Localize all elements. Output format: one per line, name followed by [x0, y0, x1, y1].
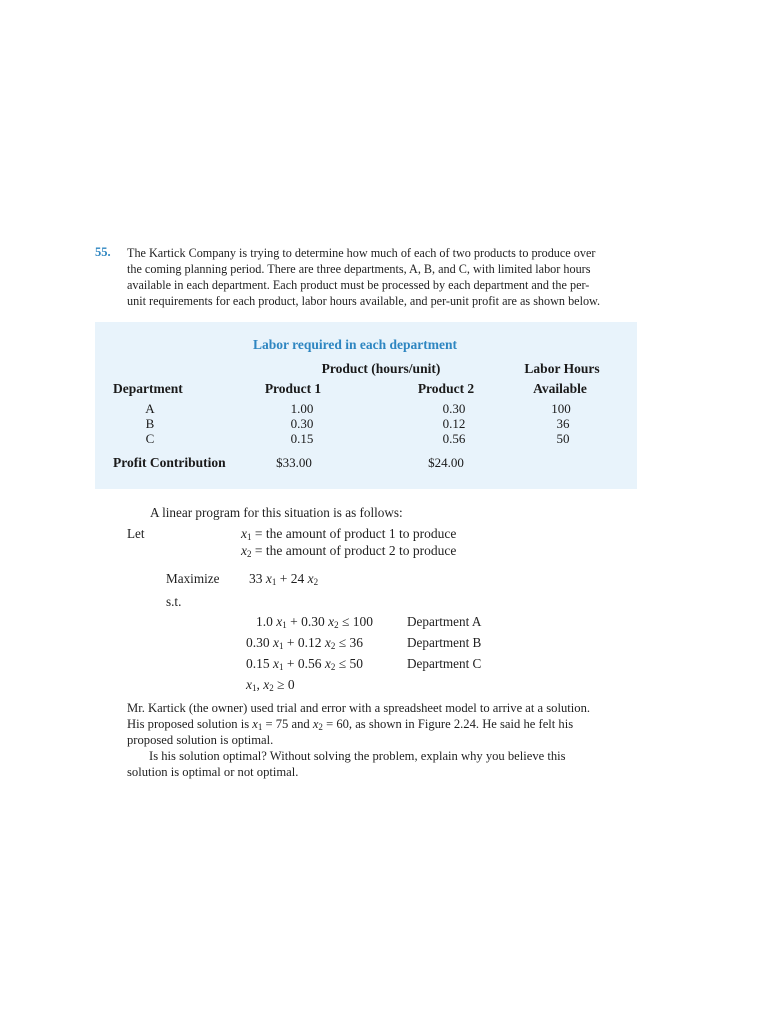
closing-line: Mr. Kartick (the owner) used trial and error with a spreadsheet model to arrive at a solution.: [127, 701, 591, 715]
objective-function: 33 $x_1 + 24$ $x_2$: [249, 571, 319, 587]
solution-text: = 60, as shown in Figure 2.24. He said he felt his: [322, 717, 574, 731]
table-cell-p1: 0.30: [290, 416, 314, 431]
constraint-coef: + 0.56: [283, 656, 322, 671]
intro-line: available in each department. Each product must be processed by each department and the per-: [127, 278, 590, 292]
intro-line: unit requirements for each product, labor hours available, and per-unit profit are as shown below.: [127, 294, 601, 308]
constraint-c: 0.15 $x_1 + 0.56$ $x_2 \le 50$: [246, 656, 364, 672]
solution-text: His proposed solution is: [127, 717, 253, 731]
intro-line: The Kartick Company is trying to determine how much of each of two products to produce over: [127, 246, 596, 260]
maximize-label: Maximize: [166, 571, 220, 586]
constraint-rhs: ≤ 36: [335, 635, 364, 650]
nonnegativity-constraint: $x_1$, $x_2 \ge 0$: [246, 677, 295, 693]
product2-header: Product 2: [417, 381, 475, 396]
table-cell-p2: 0.12: [442, 416, 466, 431]
table-cell-hours: 50: [556, 431, 570, 446]
constraint-a: 1.0 $x_1 + 0.30$ $x_2 \le 100$: [256, 614, 374, 630]
table-cell-p2: 0.30: [442, 401, 466, 416]
question-line: solution is optimal or not optimal.: [127, 765, 299, 779]
closing-line-solution: His proposed solution is $x_1 = 75$ and $x_2 = 60$, as shown in Figure 2.24. He said he felt his: [127, 717, 574, 732]
table-cell-hours: 100: [551, 401, 571, 416]
obj-coef-1: 33: [249, 571, 263, 586]
lp-lead: A linear program for this situation is as follows:: [150, 505, 403, 520]
constraint-rhs: ≤ 50: [335, 656, 364, 671]
constraint-c-label: Department C: [407, 656, 482, 671]
x2-def-text: = the amount of product 2 to produce: [251, 543, 457, 558]
product1-header: Product 1: [264, 381, 322, 396]
constraint-a-label: Department A: [407, 614, 482, 629]
constraint-b: 0.30 $x_1 + 0.12$ $x_2 \le 36$: [246, 635, 364, 651]
hours-header-line1: Labor Hours: [524, 361, 600, 376]
x1-def-text: = the amount of product 1 to produce: [251, 526, 457, 541]
problem-intro: [127, 245, 639, 309]
constraint-coef: + 0.30: [286, 614, 325, 629]
closing-line: proposed solution is optimal.: [127, 733, 274, 747]
x1-definition: $x_1$ = the amount of product 1 to produce: [241, 526, 457, 542]
table-cell-p1: 1.00: [290, 401, 314, 416]
table-cell-dept: B: [145, 416, 155, 431]
constraint-coef: 0.30: [246, 635, 270, 650]
department-header: Department: [113, 381, 183, 396]
profit-label: Profit Contribution: [113, 455, 226, 470]
problem-number: 55.: [95, 245, 111, 259]
x2-definition: $x_2$ = the amount of product 2 to produce: [241, 543, 457, 559]
nonneg-rhs: ≥ 0: [273, 677, 295, 692]
constraint-coef: 0.15: [246, 656, 270, 671]
constraint-b-label: Department B: [407, 635, 482, 650]
let-label: Let: [127, 526, 145, 541]
table-cell-p1: 0.15: [290, 431, 314, 446]
table-cell-dept: A: [145, 401, 155, 416]
product-group-header: Product (hours/unit): [321, 361, 441, 376]
solution-text: = 75 and: [262, 717, 313, 731]
profit-p2: $24.00: [428, 455, 464, 470]
constraint-rhs: ≤ 100: [338, 614, 374, 629]
question-line: Is his solution optimal? Without solving the problem, explain why you believe this: [149, 749, 566, 763]
closing-paragraph: [127, 700, 637, 780]
profit-p1: $33.00: [276, 455, 312, 470]
table-cell-p2: 0.56: [442, 431, 466, 446]
constraint-coef: 1.0: [256, 614, 273, 629]
intro-line: the coming planning period. There are three departments, A, B, and C, with limited labor hours: [127, 262, 591, 276]
table-caption: Labor required in each department: [253, 337, 458, 352]
hours-header-line2: Available: [533, 381, 587, 396]
st-label: s.t.: [166, 594, 182, 609]
obj-coef-2: + 24: [276, 571, 305, 586]
constraint-coef: + 0.12: [283, 635, 322, 650]
table-cell-hours: 36: [556, 416, 570, 431]
table-cell-dept: C: [145, 431, 155, 446]
